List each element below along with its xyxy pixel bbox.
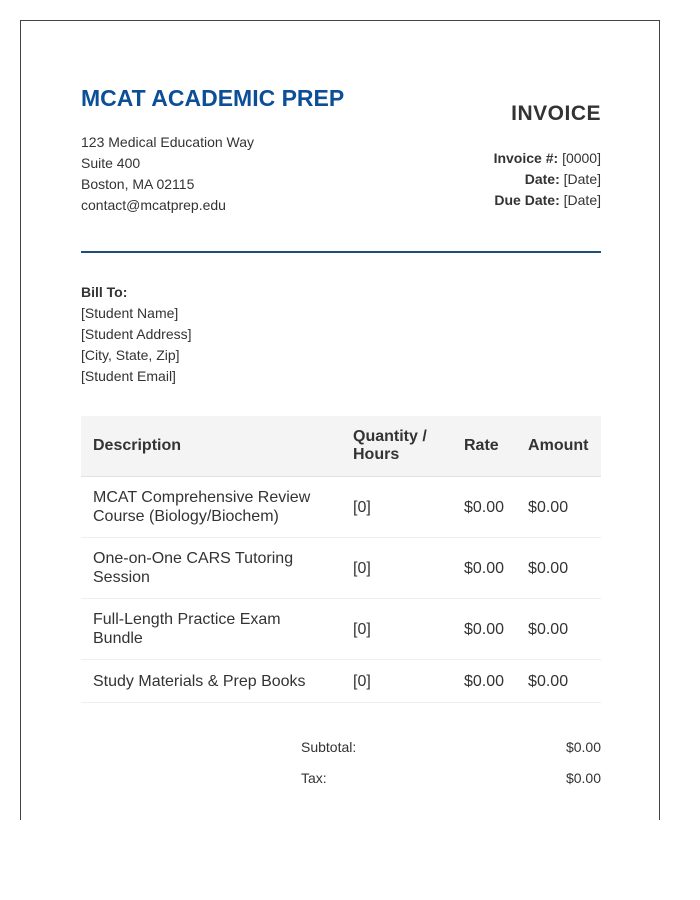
company-email: contact@mcatprep.edu (81, 197, 226, 213)
student-address: [Student Address] (81, 326, 192, 342)
item-description: Study Materials & Prep Books (81, 660, 341, 703)
table-row (81, 538, 601, 599)
line-items-table (81, 416, 601, 703)
company-address (81, 132, 254, 216)
table-row (81, 477, 601, 538)
item-description (81, 538, 341, 599)
item-description (81, 477, 341, 538)
subtotal-row (301, 739, 601, 770)
item-quantity: [0] (341, 538, 452, 599)
invoice-content (81, 21, 601, 786)
item-rate: $0.00 (452, 660, 516, 703)
column-header-amount: Amount (516, 416, 601, 477)
tax-row (301, 770, 601, 801)
item-description (81, 599, 341, 660)
company-address-line: Boston, MA 02115 (81, 176, 195, 192)
item-quantity: [0] (341, 477, 452, 538)
invoice-title: INVOICE (511, 102, 601, 125)
table-row (81, 599, 601, 660)
invoice-number-row (494, 148, 601, 169)
invoice-header (81, 21, 601, 253)
column-header-quantity-line: Hours (353, 446, 400, 463)
item-amount: $0.00 (516, 599, 601, 660)
subtotal-label: Subtotal: (301, 739, 357, 755)
item-rate: $0.00 (452, 599, 516, 660)
item-rate: $0.00 (452, 538, 516, 599)
invoice-page (20, 20, 660, 820)
company-address-line: Suite 400 (81, 155, 141, 171)
column-header-quantity-line: Quantity / (353, 428, 427, 445)
item-quantity: [0] (341, 660, 452, 703)
column-header-quantity (341, 416, 452, 477)
invoice-due-date-row (494, 190, 601, 211)
item-description-line: Session (93, 569, 150, 586)
bill-to-label: Bill To: (81, 284, 128, 300)
item-rate: $0.00 (452, 477, 516, 538)
column-header-rate: Rate (452, 416, 516, 477)
company-address-line: 123 Medical Education Way (81, 134, 255, 150)
student-email: [Student Email] (81, 368, 176, 384)
column-header-description: Description (81, 416, 341, 477)
item-amount: $0.00 (516, 660, 601, 703)
invoice-due-date-value: [Date] (563, 192, 601, 208)
invoice-meta (494, 148, 601, 211)
invoice-number-value: [0000] (562, 150, 601, 166)
totals-section (301, 739, 601, 801)
table-row (81, 660, 601, 703)
item-description-line: MCAT Comprehensive Review (93, 489, 311, 506)
company-name: MCAT ACADEMIC PREP (81, 85, 345, 111)
item-amount: $0.00 (516, 477, 601, 538)
table-header-row (81, 416, 601, 477)
invoice-due-date-label: Due Date: (494, 192, 560, 208)
item-description-line: Course (Biology/Biochem) (93, 508, 279, 525)
tax-value: $0.00 (565, 770, 601, 786)
bill-to-section (81, 282, 192, 387)
student-city-state-zip: [City, State, Zip] (81, 347, 180, 363)
item-quantity: [0] (341, 599, 452, 660)
item-amount: $0.00 (516, 538, 601, 599)
invoice-date-value: [Date] (563, 171, 601, 187)
subtotal-value: $0.00 (565, 739, 601, 755)
item-description-line: Full-Length Practice Exam (93, 611, 281, 628)
tax-label: Tax: (301, 770, 327, 786)
invoice-number-label: Invoice #: (493, 150, 559, 166)
student-name: [Student Name] (81, 305, 179, 321)
invoice-date-label: Date: (524, 171, 560, 187)
item-description-line: One-on-One CARS Tutoring (93, 550, 294, 567)
item-description-line: Bundle (93, 630, 143, 647)
invoice-date-row (494, 169, 601, 190)
